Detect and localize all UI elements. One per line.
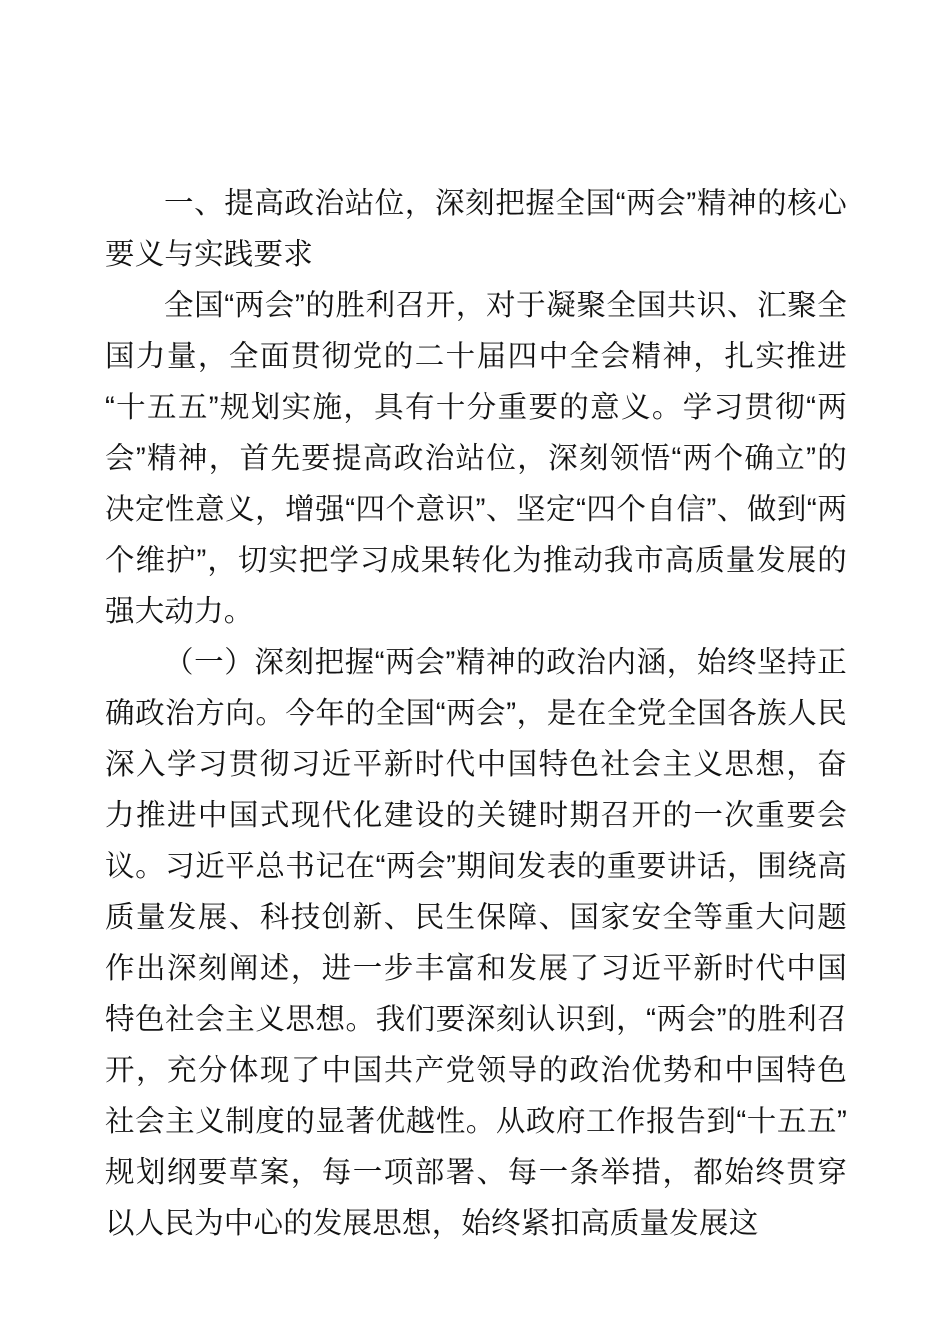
paragraph-2: （一）深刻把握“两会”精神的政治内涵，始终坚持正确政治方向。今年的全国“两会”，是在全党全国各族人民深入学习贯彻习近平新时代中国特色社会主义思想，奋力推进中国式现代化建设的关键时期召开的一次重要会议。习近平总书记在“两会”期间发表的重要讲话，围绕高质量发展、科技创新、民生保障、国家安全等重大问题作出深刻阐述，进一步丰富和发展了习近平新时代中国特色社会主义思想。我们要深刻认识到，“两会”的胜利召开，充分体现了中国共产党领导的政治优势和中国特色社会主义制度的显著优越性。从政府工作报告到“十五五”规划纲要草案，每一项部署、每一条举措，都始终贯穿以人民为中心的发展思想，始终紧扣高质量发展这 [105,646,847,1240]
section-heading-1: 一、提高政治站位，深刻把握全国“两会”精神的核心要义与实践要求 [105,187,847,271]
paragraph-1: 全国“两会”的胜利召开，对于凝聚全国共识、汇聚全国力量，全面贯彻党的二十届四中全会精神，扎实推进“十五五”规划实施，具有十分重要的意义。学习贯彻“两会”精神，首先要提高政治站位，深刻领悟“两个确立”的决定性意义，增强“四个意识”、坚定“四个自信”、做到“两个维护”，切实把学习成果转化为推动我市高质量发展的强大动力。 [105,289,847,628]
document-text-column [105,178,847,1249]
